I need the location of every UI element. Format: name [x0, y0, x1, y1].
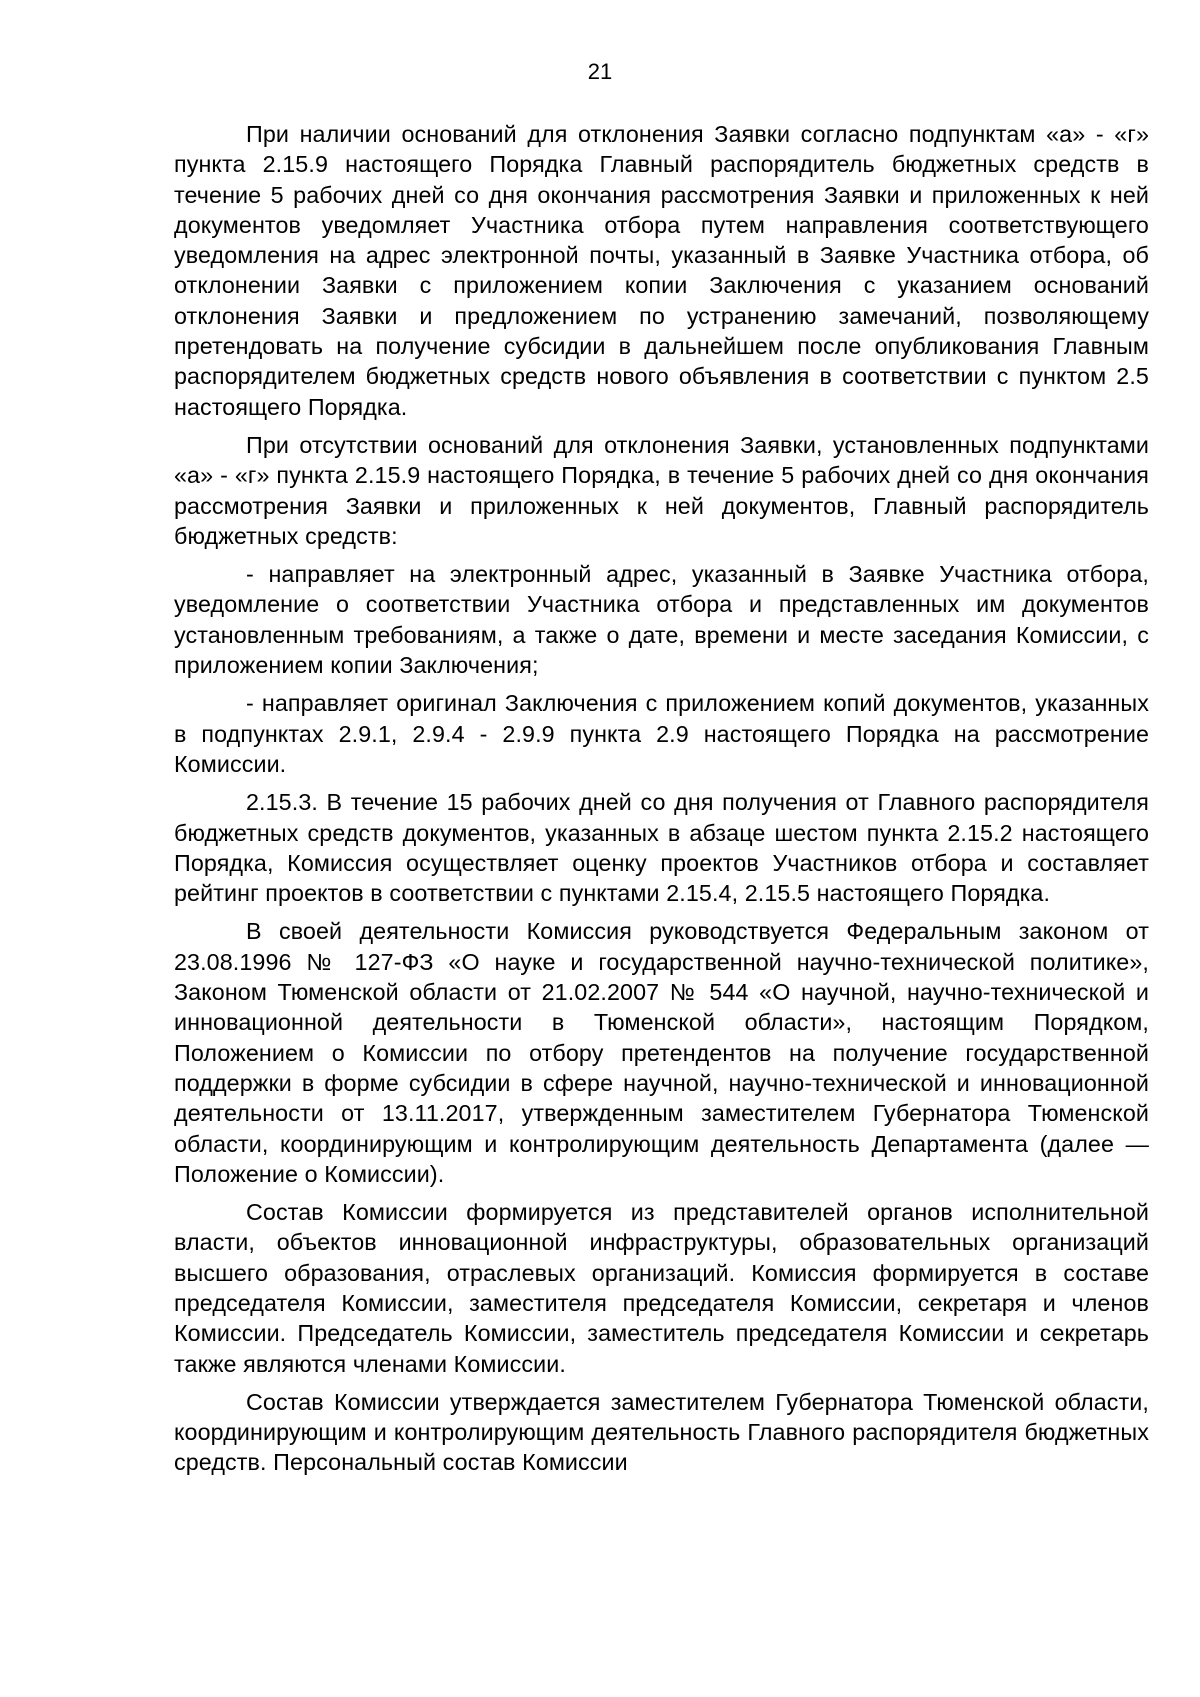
- document-body: [174, 119, 1149, 1486]
- paragraph-commission-approval: Состав Комиссии утверждается заместителем Губернатора Тюменской области, координирующим и контролирующим деятельность Главного распорядителя бюджетных средств. Персональный состав Комиссии: [174, 1388, 1149, 1476]
- page-number: 21: [587, 59, 613, 84]
- paragraph-2-15-3: 2.15.3. В течение 15 рабочих дней со дня получения от Главного распорядителя бюджетных средств документов, указанных в абзаце шестом пункта 2.15.2 настоящего Порядка, Комиссия осуществляет оценку проектов Участников отбора и составляет рейтинг проектов в соответствии с пунктами 2.15.4, 2.15.5 настоящего Порядка.: [174, 789, 1149, 907]
- paragraph-commission-composition: Состав Комиссии формируется из представителей органов исполнительной власти, объектов инновационной инфраструктуры, образовательных организаций высшего образования, отраслевых организаций. Комиссия формируется в составе председателя Комиссии, заместителя председателя Комиссии, секретаря и членов Комиссии. Председатель Комиссии, заместитель председателя Комиссии и секретарь также являются членами Комиссии.: [174, 1199, 1149, 1377]
- paragraph-commission-guidance: В своей деятельности Комиссия руководствуется Федеральным законом от 23.08.1996 № 127-ФЗ «О науке и государственной научно-технической политике», Законом Тюменской области от 21.02.2007 № 544 «О научной, научно-технической и инновационной деятельности в Тюменской области», настоящим Порядком, Положением о Комиссии по отбору претендентов на получение государственной поддержки в форме субсидии в сфере научной, научно-технической и инновационной деятельности от 13.11.2017, утвержденным заместителем Губернатора Тюменской области, координирующим и контролирующим деятельность Департамента (далее — Положение о Комиссии).: [174, 918, 1149, 1187]
- paragraph-send-original: - направляет оригинал Заключения с приложением копий документов, указанных в подпунктах 2.9.1, 2.9.4 - 2.9.9 пункта 2.9 настоящего Порядка на рассмотрение Комиссии.: [174, 690, 1149, 777]
- paragraph-no-rejection-grounds: При отсутствии оснований для отклонения Заявки, установленных подпунктами «а» - «г» пункта 2.15.9 настоящего Порядка, в течение 5 рабочих дней со дня окончания рассмотрения Заявки и приложенных к ней документов, Главный распорядитель бюджетных средств:: [174, 431, 1149, 549]
- paragraph-rejection-notice: При наличии оснований для отклонения Заявки согласно подпунктам «а» - «г» пункта 2.15.9 настоящего Порядка Главный распорядитель бюджетных средств в течение 5 рабочих дней со дня окончания рассмотрения Заявки и приложенных к ней документов уведомляет Участника отбора путем направления соответствующего уведомления на адрес электронной почты, указанный в Заявке Участника отбора, об отклонении Заявки с приложением копии Заключения с указанием оснований отклонения Заявки и предложением по устранению замечаний, позволяющему претендовать на получение субсидии в дальнейшем после опубликования Главным распорядителем бюджетных средств нового объявления в соответствии с пунктом 2.5 настоящего Порядка.: [174, 121, 1149, 420]
- paragraph-send-notification: - направляет на электронный адрес, указанный в Заявке Участника отбора, уведомление о соответствии Участника отбора и представленных им документов установленным требованиям, а также о дате, времени и месте заседания Комиссии, с приложением копии Заключения;: [174, 561, 1149, 679]
